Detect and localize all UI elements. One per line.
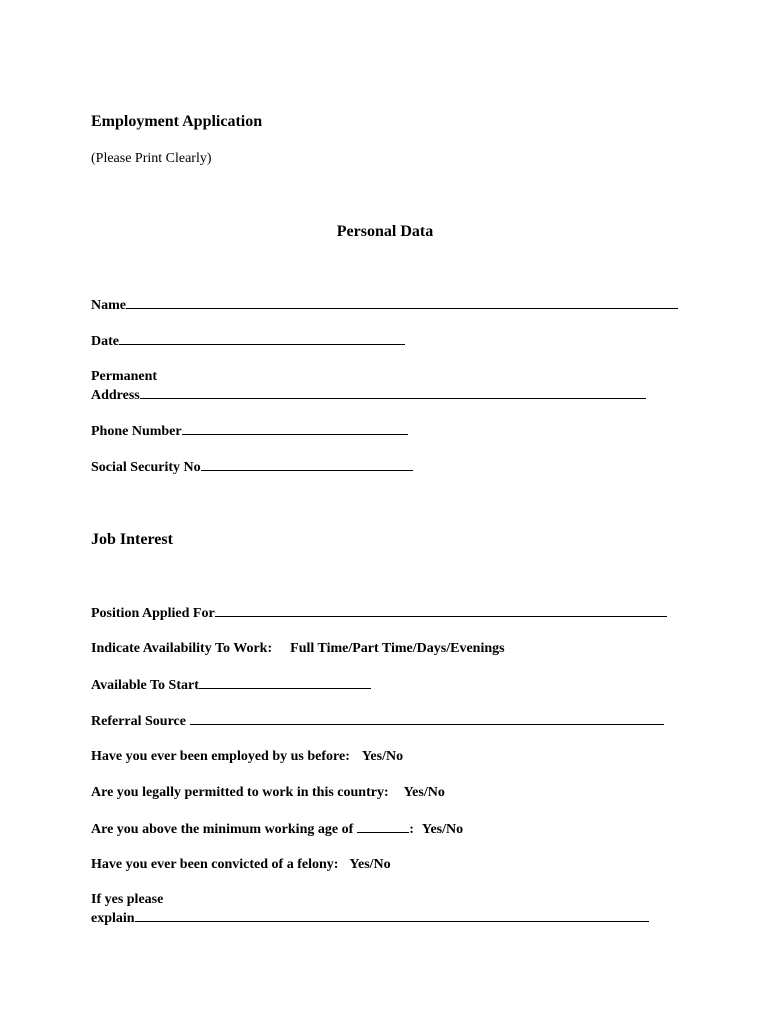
min-age-answer[interactable]: Yes/No [421, 822, 464, 837]
employed-before-row [91, 748, 403, 766]
min-age-row [91, 820, 463, 839]
employed-before-answer[interactable]: Yes/No [361, 749, 404, 764]
date-label: Date [91, 334, 119, 349]
felony-question: Have you ever been convicted of a felony: [91, 857, 339, 872]
ssn-label: Social Security No [91, 460, 201, 475]
availability-options[interactable]: Full Time/Part Time/Days/Evenings [290, 641, 505, 656]
address-label: Address [91, 388, 140, 403]
position-label: Position Applied For [91, 606, 215, 621]
referral-label: Referral Source [91, 714, 186, 729]
referral-field[interactable] [190, 712, 664, 725]
ssn-row [91, 458, 413, 477]
phone-row [91, 422, 408, 441]
phone-field[interactable] [182, 422, 408, 435]
name-label: Name [91, 298, 126, 313]
referral-row [91, 712, 664, 731]
start-label: Available To Start [91, 678, 199, 693]
start-field[interactable] [199, 676, 371, 689]
legally-permitted-answer[interactable]: Yes/No [403, 785, 445, 800]
explain-label: explain [91, 911, 135, 926]
phone-label: Phone Number [91, 424, 182, 439]
page-title: Employment Application [91, 113, 263, 130]
date-row [91, 332, 405, 351]
ssn-field[interactable] [201, 458, 413, 471]
name-row [91, 296, 678, 315]
personal-data-heading: Personal Data [336, 223, 434, 240]
position-row [91, 604, 667, 623]
legally-permitted-question: Are you legally permitted to work in this country: [91, 785, 389, 800]
page-subtitle: (Please Print Clearly) [91, 151, 212, 166]
name-field[interactable] [126, 296, 678, 309]
explain-row [91, 909, 649, 928]
employed-before-question: Have you ever been employed by us before: [91, 749, 350, 764]
min-age-colon: : [409, 822, 414, 837]
position-field[interactable] [215, 604, 667, 617]
availability-label: Indicate Availability To Work: [91, 641, 273, 656]
availability-row [91, 640, 505, 658]
min-age-question: Are you above the minimum working age of [91, 822, 354, 837]
felony-row [91, 856, 391, 874]
address-label-line1: Permanent [91, 369, 158, 384]
job-interest-heading: Job Interest [91, 531, 173, 548]
explain-label-line1: If yes please [91, 892, 164, 907]
address-row [91, 386, 646, 405]
legally-permitted-row [91, 784, 445, 802]
address-field[interactable] [140, 386, 646, 399]
min-age-field[interactable] [357, 820, 409, 833]
start-row [91, 676, 371, 695]
explain-field[interactable] [135, 909, 649, 922]
felony-answer[interactable]: Yes/No [349, 857, 391, 872]
date-field[interactable] [119, 332, 405, 345]
